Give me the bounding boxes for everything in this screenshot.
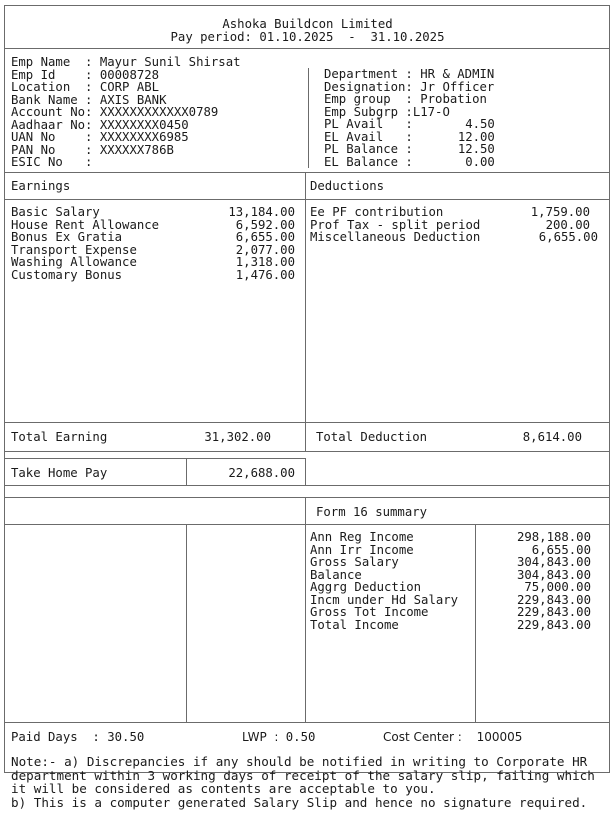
pan-no-label: PAN No :: [11, 142, 93, 157]
pay-period-to: 31.10.2025: [370, 30, 445, 44]
form16-amount: 298,188.00: [516, 530, 591, 544]
emp-group-label: Emp group :: [324, 92, 413, 106]
pl-avail-value: 4.50: [465, 117, 495, 131]
company-name: Ashoka Buildcon Limited: [222, 17, 393, 31]
form16-label: Incm under Hd Salary: [310, 592, 459, 607]
form16-heading: Form 16 summary: [316, 505, 428, 519]
form16-label: Gross Salary: [310, 555, 399, 569]
note-line: it will be considered as contents are acceptable to you.: [11, 781, 436, 796]
el-avail-value: 12.00: [457, 129, 495, 144]
divider-totals-top: [4, 422, 610, 423]
department-value: HR & ADMIN: [420, 67, 495, 81]
pan-no-value: XXXXXX786B: [99, 142, 174, 157]
designation-label: Designation:: [324, 79, 413, 94]
cost-center-label: Cost Center :: [383, 730, 462, 744]
department-label: Department :: [324, 67, 413, 81]
divider-form16-head: [4, 524, 610, 525]
emp-subgrp-label: Emp Subgrp :: [324, 104, 413, 119]
take-home-box-bottom: [4, 485, 610, 486]
divider-totals-bottom: [4, 451, 610, 452]
earning-label: Basic Salary: [11, 205, 100, 219]
earning-amount: 1,476.00: [235, 267, 295, 282]
emp-name-value: Mayur Sunil Shirsat: [99, 55, 241, 69]
earning-amount: 2,077.00: [235, 242, 295, 257]
pay-period-sep: -: [348, 30, 356, 44]
form16-amount: 75,000.00: [524, 580, 591, 594]
take-home-box-top: [4, 458, 306, 459]
earning-row: [11, 269, 295, 282]
earnings-heading: Earnings: [11, 179, 71, 193]
earning-amount: 6,655.00: [235, 230, 295, 244]
earning-label: Bonus Ex Gratia: [11, 230, 123, 244]
border-right: [609, 5, 610, 773]
form16-list: [310, 531, 591, 631]
total-earning-label: Total Earning: [11, 430, 108, 444]
form16-label: Total Income: [310, 617, 399, 632]
deduction-label: Prof Tax - split period: [310, 217, 481, 232]
location-label: Location :: [11, 80, 93, 94]
earnings-list: [11, 206, 295, 281]
account-no-value: XXXXXXXXXXXX0789: [99, 105, 219, 119]
pl-balance-value: 12.50: [457, 142, 495, 156]
el-balance-row: [324, 156, 495, 169]
deduction-amount: 6,655.00: [538, 230, 598, 244]
lwp-value: 0.50: [285, 730, 316, 744]
deduction-row: [310, 231, 598, 244]
note-block: [11, 755, 595, 809]
location-value: CORP ABL: [99, 80, 160, 94]
take-home-box-divider: [186, 458, 187, 485]
form16-amount: 229,843.00: [516, 605, 591, 619]
form16-row: [310, 619, 591, 632]
note-line: b) This is a computer generated Salary Slip and hence no signature required.: [11, 794, 588, 810]
earning-amount: 1,318.00: [235, 255, 295, 269]
divider-form16-left: [186, 524, 187, 722]
total-deduction-label: Total Deduction: [316, 430, 428, 444]
take-home-label: Take Home Pay: [11, 466, 108, 480]
designation-value: Jr Officer: [420, 79, 495, 94]
earning-label: House Rent Allowance: [11, 217, 160, 232]
pay-period: [0, 31, 615, 44]
emp-id-label: Emp Id :: [11, 67, 93, 82]
bank-name-value: AXIS BANK: [99, 92, 167, 107]
deduction-label: Miscellaneous Deduction: [310, 230, 481, 244]
el-balance-value: 0.00: [465, 154, 495, 169]
total-deduction-value: 8,614.00: [522, 430, 582, 444]
earning-amount: 13,184.00: [228, 205, 295, 219]
earning-label: Transport Expense: [11, 242, 137, 257]
aadhaar-no-value: XXXXXXXX0450: [99, 117, 189, 132]
lwp-label: LWP :: [242, 730, 279, 744]
aadhaar-no-label: Aadhaar No:: [11, 117, 93, 132]
cost-center: [383, 731, 522, 744]
divider-earn-deduct: [305, 172, 306, 452]
esic-no-label: ESIC No :: [11, 155, 93, 169]
paid-days: [11, 731, 144, 744]
border-left: [4, 5, 5, 773]
pay-period-label: Pay period:: [170, 30, 252, 44]
paid-days-label: Paid Days :: [11, 730, 100, 744]
note-line: department within 3 working days of receipt of the salary slip, failing which: [11, 767, 595, 783]
note-line: Note:- a) Discrepancies if any should be notified in writing to Corporate HR: [11, 754, 588, 769]
uan-no-value: XXXXXXXX6985: [99, 130, 189, 144]
take-home-box-right: [305, 458, 306, 485]
emp-subgrp-value: L17-O: [412, 104, 450, 119]
divider-employee-bottom: [4, 172, 610, 173]
total-earning-value: 31,302.00: [204, 430, 271, 444]
emp-group-value: Probation: [420, 92, 487, 106]
form16-label: Aggrg Deduction: [310, 580, 422, 594]
divider-employee-columns: [308, 68, 309, 168]
cost-center-value: 100005: [476, 730, 523, 744]
border-top: [4, 5, 610, 6]
emp-name-label: Emp Name :: [11, 55, 93, 69]
deduction-amount: 1,759.00: [530, 205, 590, 219]
form16-amount: 304,843.00: [516, 555, 591, 569]
account-no-label: Account No:: [11, 105, 93, 119]
employee-right-block: [324, 68, 495, 168]
earning-label: Washing Allowance: [11, 255, 137, 269]
form16-label: Gross Tot Income: [310, 605, 429, 619]
form16-label: Ann Irr Income: [310, 542, 414, 557]
divider-form16-top: [4, 497, 610, 498]
divider-form16-mid: [305, 497, 306, 722]
pl-balance-label: PL Balance :: [324, 142, 413, 156]
deductions-heading: Deductions: [310, 179, 385, 193]
divider-footer: [4, 722, 610, 723]
deduction-label: Ee PF contribution: [310, 205, 444, 219]
form16-amount: 229,843.00: [516, 617, 591, 632]
take-home-value: 22,688.00: [228, 466, 295, 480]
lwp: [242, 731, 315, 744]
divider-header: [4, 48, 610, 49]
form16-label: Ann Reg Income: [310, 530, 414, 544]
paid-days-value: 30.50: [107, 730, 145, 744]
employee-left-block: [11, 56, 241, 169]
form16-label: Balance: [310, 567, 362, 582]
el-avail-label: EL Avail :: [324, 129, 413, 144]
earning-label: Customary Bonus: [11, 267, 123, 282]
pay-period-from: 01.10.2025: [259, 30, 334, 44]
emp-id-value: 00008728: [99, 67, 160, 82]
form16-amount: 6,655.00: [531, 542, 591, 557]
el-balance-label: EL Balance :: [324, 154, 413, 169]
pl-avail-label: PL Avail :: [324, 117, 413, 131]
divider-section-head: [4, 199, 610, 200]
uan-no-label: UAN No :: [11, 130, 93, 144]
form16-amount: 304,843.00: [516, 567, 591, 582]
esic-no-row: [11, 156, 241, 169]
earning-amount: 6,592.00: [235, 217, 295, 232]
deductions-list: [310, 206, 598, 244]
bank-name-label: Bank Name :: [11, 92, 93, 107]
form16-amount: 229,843.00: [516, 592, 591, 607]
deduction-amount: 200.00: [545, 217, 590, 232]
